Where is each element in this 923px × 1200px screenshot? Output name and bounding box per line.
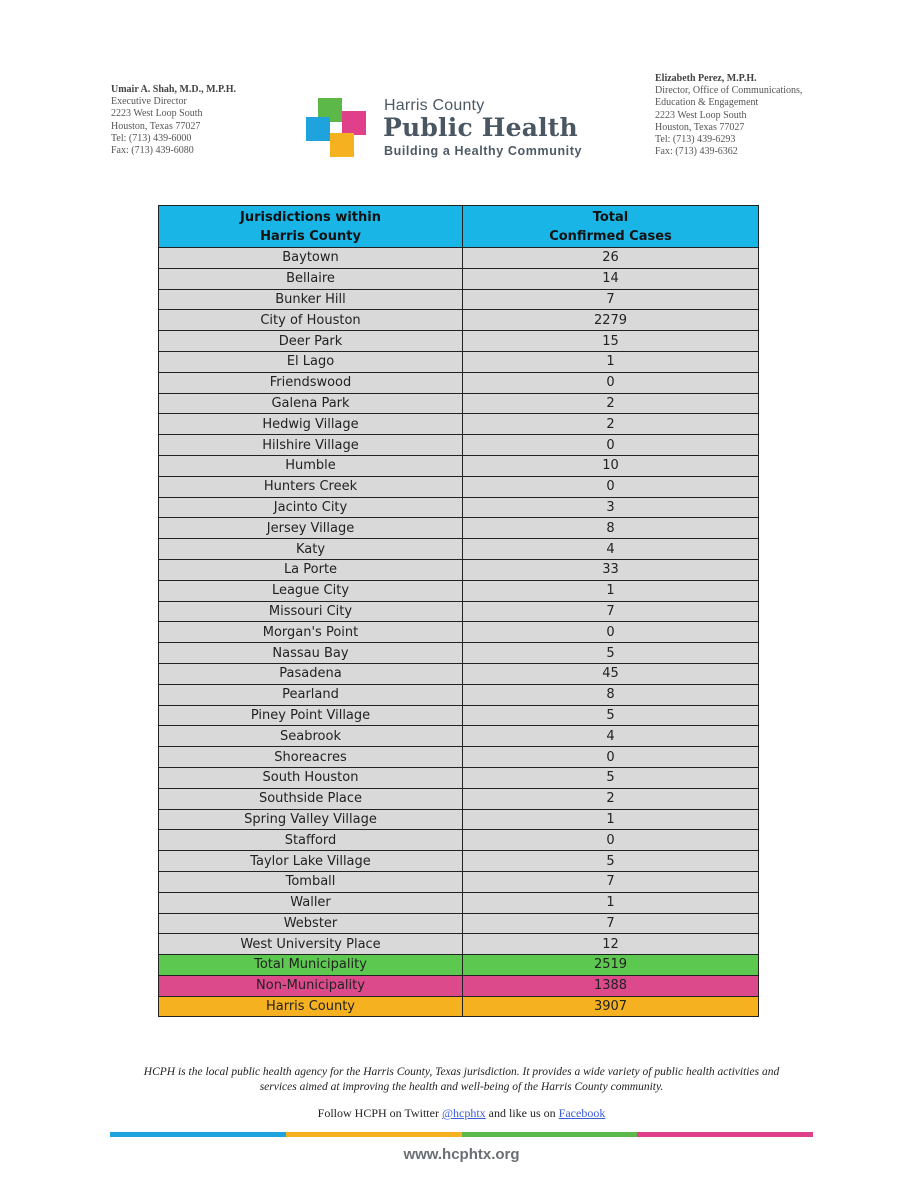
- confirmed-cases-value: 8: [463, 518, 759, 539]
- confirmed-cases-value: 45: [463, 663, 759, 684]
- jurisdiction-name: Shoreacres: [159, 747, 463, 768]
- table-row: [159, 851, 759, 872]
- contact-line: 2223 West Loop South: [655, 109, 747, 121]
- jurisdiction-name: Hedwig Village: [159, 414, 463, 435]
- table-row: [159, 393, 759, 414]
- jurisdiction-name: Spring Valley Village: [159, 809, 463, 830]
- confirmed-cases-value: 2279: [463, 310, 759, 331]
- confirmed-cases-value: 0: [463, 747, 759, 768]
- confirmed-cases-value: 0: [463, 372, 759, 393]
- hcph-description: [100, 1065, 823, 1094]
- jurisdiction-name: Taylor Lake Village: [159, 851, 463, 872]
- harris-county-label: Harris County: [159, 996, 463, 1017]
- confirmed-cases-value: 1: [463, 351, 759, 372]
- logo-square-orange: [330, 133, 354, 157]
- confirmed-cases-value: 7: [463, 601, 759, 622]
- logo-square-blue: [306, 117, 330, 141]
- table-row: [159, 435, 759, 456]
- jurisdiction-name: Seabrook: [159, 726, 463, 747]
- header-jurisdictions: [159, 206, 463, 248]
- jurisdiction-name: Humble: [159, 455, 463, 476]
- confirmed-cases-value: 0: [463, 830, 759, 851]
- jurisdiction-name: City of Houston: [159, 310, 463, 331]
- jurisdiction-name: Webster: [159, 913, 463, 934]
- table-row: [159, 788, 759, 809]
- jurisdiction-name: Pearland: [159, 684, 463, 705]
- website-url: www.hcphtx.org: [403, 1146, 520, 1163]
- non-municipality-label: Non-Municipality: [159, 975, 463, 996]
- jurisdiction-name: Friendswood: [159, 372, 463, 393]
- jurisdiction-name: Piney Point Village: [159, 705, 463, 726]
- table-row: [159, 934, 759, 955]
- table-row: [159, 539, 759, 560]
- logo-squares-icon: [305, 97, 369, 159]
- confirmed-cases-value: 7: [463, 871, 759, 892]
- contact-line: Education & Engagement: [655, 97, 759, 109]
- contact-line: Fax: (713) 439-6080: [111, 145, 194, 157]
- table-row: [159, 518, 759, 539]
- confirmed-cases-value: 0: [463, 622, 759, 643]
- header-total-cases: [463, 206, 759, 248]
- confirmed-cases-value: 14: [463, 268, 759, 289]
- jurisdiction-name: El Lago: [159, 351, 463, 372]
- contact-line: Executive Director: [111, 96, 187, 108]
- jurisdiction-name: Missouri City: [159, 601, 463, 622]
- executive-director-contact: [111, 84, 236, 157]
- executive-director-name: Umair A. Shah, M.D., M.P.H.: [111, 84, 237, 95]
- table-row: [159, 622, 759, 643]
- contact-line: Houston, Texas 77027: [655, 121, 745, 133]
- table-row: [159, 705, 759, 726]
- harris-county-row: [159, 996, 759, 1017]
- table-row: [159, 310, 759, 331]
- confirmed-cases-value: 7: [463, 913, 759, 934]
- logo-tagline: Building a Healthy Community: [384, 144, 583, 158]
- jurisdiction-name: Tomball: [159, 871, 463, 892]
- confirmed-cases-value: 4: [463, 726, 759, 747]
- confirmed-cases-value: 33: [463, 559, 759, 580]
- header-jurisdictions-line2: Harris County: [260, 228, 361, 244]
- table-row: [159, 913, 759, 934]
- total-municipality-label: Total Municipality: [159, 955, 463, 976]
- jurisdiction-name: Deer Park: [159, 331, 463, 352]
- confirmed-cases-value: 0: [463, 435, 759, 456]
- table-row: [159, 497, 759, 518]
- table-row: [159, 289, 759, 310]
- jurisdiction-name: Galena Park: [159, 393, 463, 414]
- follow-middle: and like us on: [485, 1106, 559, 1120]
- confirmed-cases-value: 3: [463, 497, 759, 518]
- communications-director-name: Elizabeth Perez, M.P.H.: [655, 73, 757, 84]
- confirmed-cases-value: 5: [463, 643, 759, 664]
- table-row: [159, 747, 759, 768]
- jurisdiction-name: Bunker Hill: [159, 289, 463, 310]
- logo-harris-county: Harris County: [384, 97, 485, 114]
- confirmed-cases-value: 5: [463, 767, 759, 788]
- table-row: [159, 455, 759, 476]
- table-header-row: [159, 206, 759, 248]
- non-municipality-value: 1388: [463, 975, 759, 996]
- confirmed-cases-value: 0: [463, 476, 759, 497]
- table-row: [159, 351, 759, 372]
- jurisdiction-name: Waller: [159, 892, 463, 913]
- contact-line: 2223 West Loop South: [111, 108, 203, 120]
- jurisdiction-name: Morgan's Point: [159, 622, 463, 643]
- description-line2: services aimed at improving the health and well-being of the Harris County community.: [259, 1080, 664, 1093]
- total-municipality-value: 2519: [463, 955, 759, 976]
- follow-prefix: Follow HCPH on Twitter: [317, 1106, 442, 1120]
- confirmed-cases-value: 12: [463, 934, 759, 955]
- jurisdiction-name: Hunters Creek: [159, 476, 463, 497]
- jurisdiction-name: League City: [159, 580, 463, 601]
- confirmed-cases-value: 5: [463, 705, 759, 726]
- logo-public-health: Public Health: [383, 113, 578, 142]
- jurisdiction-name: West University Place: [159, 934, 463, 955]
- confirmed-cases-value: 1: [463, 809, 759, 830]
- table-row: [159, 767, 759, 788]
- table-row: [159, 892, 759, 913]
- jurisdiction-name: La Porte: [159, 559, 463, 580]
- contact-line: Tel: (713) 439-6293: [655, 134, 736, 146]
- total-municipality-row: [159, 955, 759, 976]
- facebook-link[interactable]: Facebook: [558, 1106, 606, 1120]
- follow-line: [100, 1106, 823, 1121]
- table-row: [159, 726, 759, 747]
- table-row: [159, 830, 759, 851]
- jurisdiction-name: Nassau Bay: [159, 643, 463, 664]
- confirmed-cases-table: [158, 205, 759, 1017]
- twitter-link[interactable]: @hcphtx: [441, 1106, 486, 1120]
- color-bar-blue: [110, 1132, 286, 1137]
- contact-line: Houston, Texas 77027: [111, 120, 201, 132]
- confirmed-cases-value: 4: [463, 539, 759, 560]
- harris-county-value: 3907: [463, 996, 759, 1017]
- confirmed-cases-value: 10: [463, 455, 759, 476]
- table-row: [159, 809, 759, 830]
- confirmed-cases-value: 2: [463, 393, 759, 414]
- confirmed-cases-value: 2: [463, 788, 759, 809]
- table-body: [159, 248, 759, 955]
- jurisdiction-name: South Houston: [159, 767, 463, 788]
- table-row: [159, 268, 759, 289]
- table-row: [159, 559, 759, 580]
- header-jurisdictions-line1: Jurisdictions within: [240, 209, 381, 225]
- header-total-line2: Confirmed Cases: [549, 228, 672, 244]
- logo-square-pink: [342, 111, 366, 135]
- hcph-logo: [305, 97, 595, 161]
- table-row: [159, 663, 759, 684]
- jurisdiction-name: Baytown: [159, 248, 463, 269]
- confirmed-cases-value: 1: [463, 892, 759, 913]
- table-row: [159, 331, 759, 352]
- confirmed-cases-value: 1: [463, 580, 759, 601]
- jurisdiction-name: Katy: [159, 539, 463, 560]
- confirmed-cases-value: 2: [463, 414, 759, 435]
- table-row: [159, 684, 759, 705]
- header-total-line1: Total: [592, 209, 629, 225]
- contact-line: Fax: (713) 439-6362: [655, 146, 738, 158]
- jurisdiction-name: Jersey Village: [159, 518, 463, 539]
- color-bar-green: [462, 1132, 638, 1137]
- table-row: [159, 476, 759, 497]
- color-bar-pink: [637, 1132, 813, 1137]
- table-row: [159, 601, 759, 622]
- table-row: [159, 871, 759, 892]
- table-row: [159, 248, 759, 269]
- description-line1: HCPH is the local public health agency for the Harris County, Texas jurisdiction. It provides a wide variety of public health activities and: [143, 1066, 780, 1078]
- contact-line: Director, Office of Communications,: [655, 85, 803, 97]
- table-row: [159, 414, 759, 435]
- table-row: [159, 372, 759, 393]
- confirmed-cases-value: 26: [463, 248, 759, 269]
- jurisdiction-name: Southside Place: [159, 788, 463, 809]
- jurisdiction-name: Stafford: [159, 830, 463, 851]
- jurisdiction-name: Pasadena: [159, 663, 463, 684]
- non-municipality-row: [159, 975, 759, 996]
- jurisdiction-name: Bellaire: [159, 268, 463, 289]
- confirmed-cases-value: 5: [463, 851, 759, 872]
- jurisdiction-name: Jacinto City: [159, 497, 463, 518]
- confirmed-cases-value: 7: [463, 289, 759, 310]
- contact-line: Tel: (713) 439-6000: [111, 132, 192, 144]
- confirmed-cases-value: 8: [463, 684, 759, 705]
- color-bar-orange: [286, 1132, 462, 1137]
- confirmed-cases-value: 15: [463, 331, 759, 352]
- communications-director-contact: [655, 73, 802, 158]
- jurisdiction-name: Hilshire Village: [159, 435, 463, 456]
- table-row: [159, 580, 759, 601]
- footer-color-bar: [110, 1132, 813, 1137]
- table-row: [159, 643, 759, 664]
